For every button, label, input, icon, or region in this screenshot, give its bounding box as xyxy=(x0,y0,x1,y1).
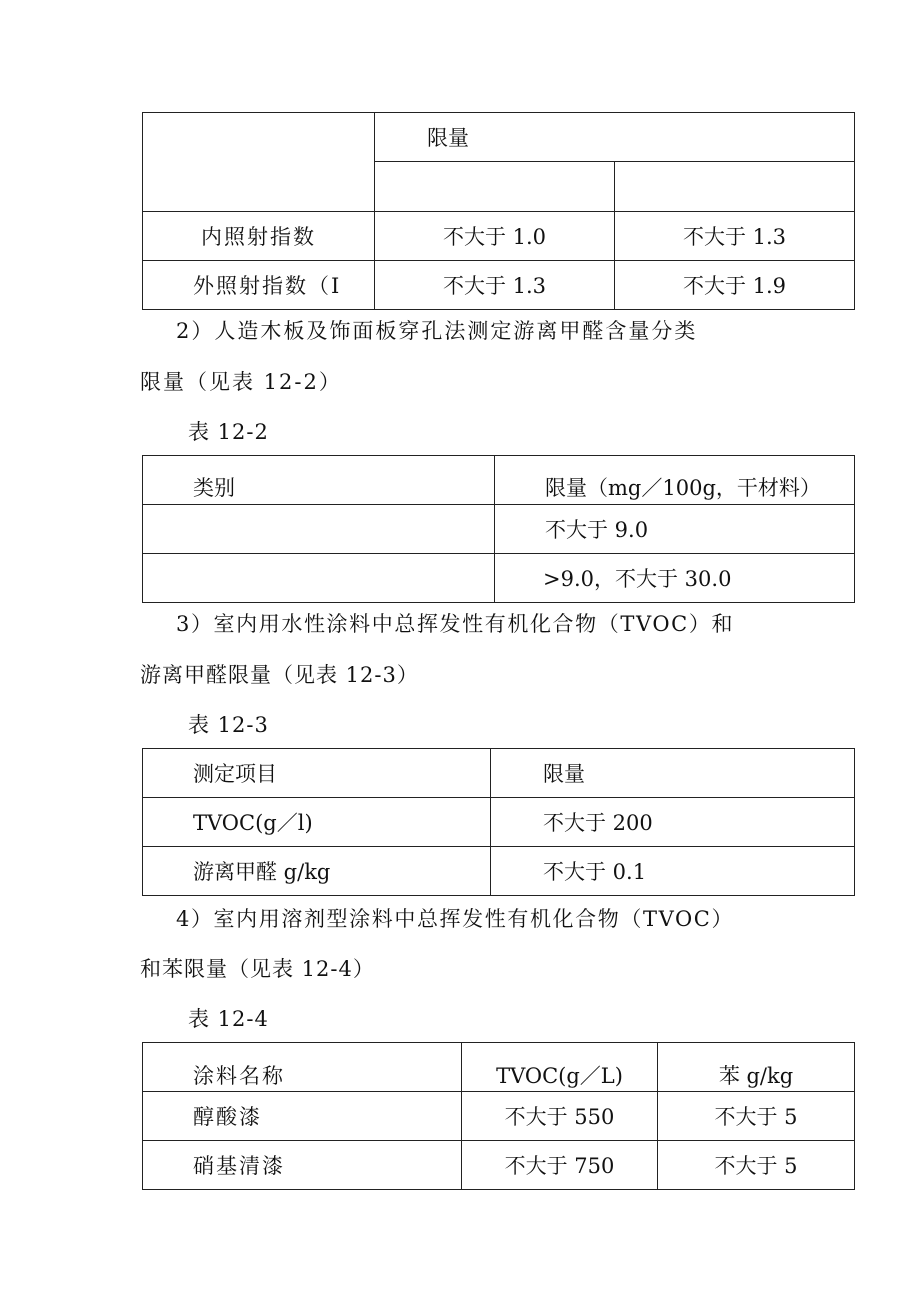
table1-row-value: 不大于 1.0 xyxy=(375,212,615,261)
table1-row-value: 不大于 1.3 xyxy=(375,261,615,310)
table2-header-limit: 限量（mg／100g，干材料） xyxy=(495,456,855,505)
table2-header-category: 类别 xyxy=(143,456,495,505)
radiation-limit-table xyxy=(142,112,855,310)
table1-subheader-left xyxy=(375,162,615,212)
formaldehyde-wood-table xyxy=(142,455,855,603)
table4-name-cell: 醇酸漆 xyxy=(143,1092,462,1141)
table4-caption: 表 12-4 xyxy=(188,1007,269,1031)
table1-row-label: 内照射指数 xyxy=(143,212,375,261)
table2-caption: 表 12-2 xyxy=(188,420,269,444)
paragraph-3-line-2: 游离甲醛限量（见表 12-3） xyxy=(140,663,419,687)
table4-tvoc-cell: 不大于 750 xyxy=(462,1141,658,1190)
table3-item-cell: TVOC(g／l) xyxy=(143,798,491,847)
table2-limit-cell: 不大于 9.0 xyxy=(495,505,855,554)
table2-category-cell xyxy=(143,505,495,554)
table4-name-cell: 硝基清漆 xyxy=(143,1141,462,1190)
table2-category-cell xyxy=(143,554,495,603)
solvent-coating-table xyxy=(142,1042,855,1190)
table2-limit-cell: >9.0，不大于 30.0 xyxy=(495,554,855,603)
table3-limit-cell: 不大于 200 xyxy=(491,798,855,847)
table4-header-name: 涂料名称 xyxy=(143,1043,462,1092)
table3-caption: 表 12-3 xyxy=(188,713,269,737)
table4-header-benzene: 苯 g/kg xyxy=(658,1043,855,1092)
paragraph-4-line-1: 4）室内用溶剂型涂料中总挥发性有机化合物（TVOC） xyxy=(176,907,735,931)
table1-row-value: 不大于 1.9 xyxy=(615,261,855,310)
table3-limit-cell: 不大于 0.1 xyxy=(491,847,855,896)
table4-benzene-cell: 不大于 5 xyxy=(658,1092,855,1141)
table4-header-tvoc: TVOC(g／L) xyxy=(462,1043,658,1092)
paragraph-2-line-1: 2）人造木板及饰面板穿孔法测定游离甲醛含量分类 xyxy=(176,319,698,343)
table4-benzene-cell: 不大于 5 xyxy=(658,1141,855,1190)
table4-tvoc-cell: 不大于 550 xyxy=(462,1092,658,1141)
table3-item-cell: 游离甲醛 g/kg xyxy=(143,847,491,896)
table1-row-value: 不大于 1.3 xyxy=(615,212,855,261)
paragraph-2-line-2: 限量（见表 12-2） xyxy=(140,370,342,394)
paragraph-4-line-2: 和苯限量（见表 12-4） xyxy=(140,957,375,981)
paragraph-3-line-1: 3）室内用水性涂料中总挥发性有机化合物（TVOC）和 xyxy=(176,612,735,636)
table3-header-item: 测定项目 xyxy=(143,749,491,798)
table1-row-label: 外照射指数（I xyxy=(143,261,375,310)
table1-subheader-right xyxy=(615,162,855,212)
water-coating-table xyxy=(142,748,855,896)
table3-header-limit: 限量 xyxy=(491,749,855,798)
table1-header-limit: 限量 xyxy=(375,113,855,162)
table1-empty-header-cell xyxy=(143,113,375,212)
